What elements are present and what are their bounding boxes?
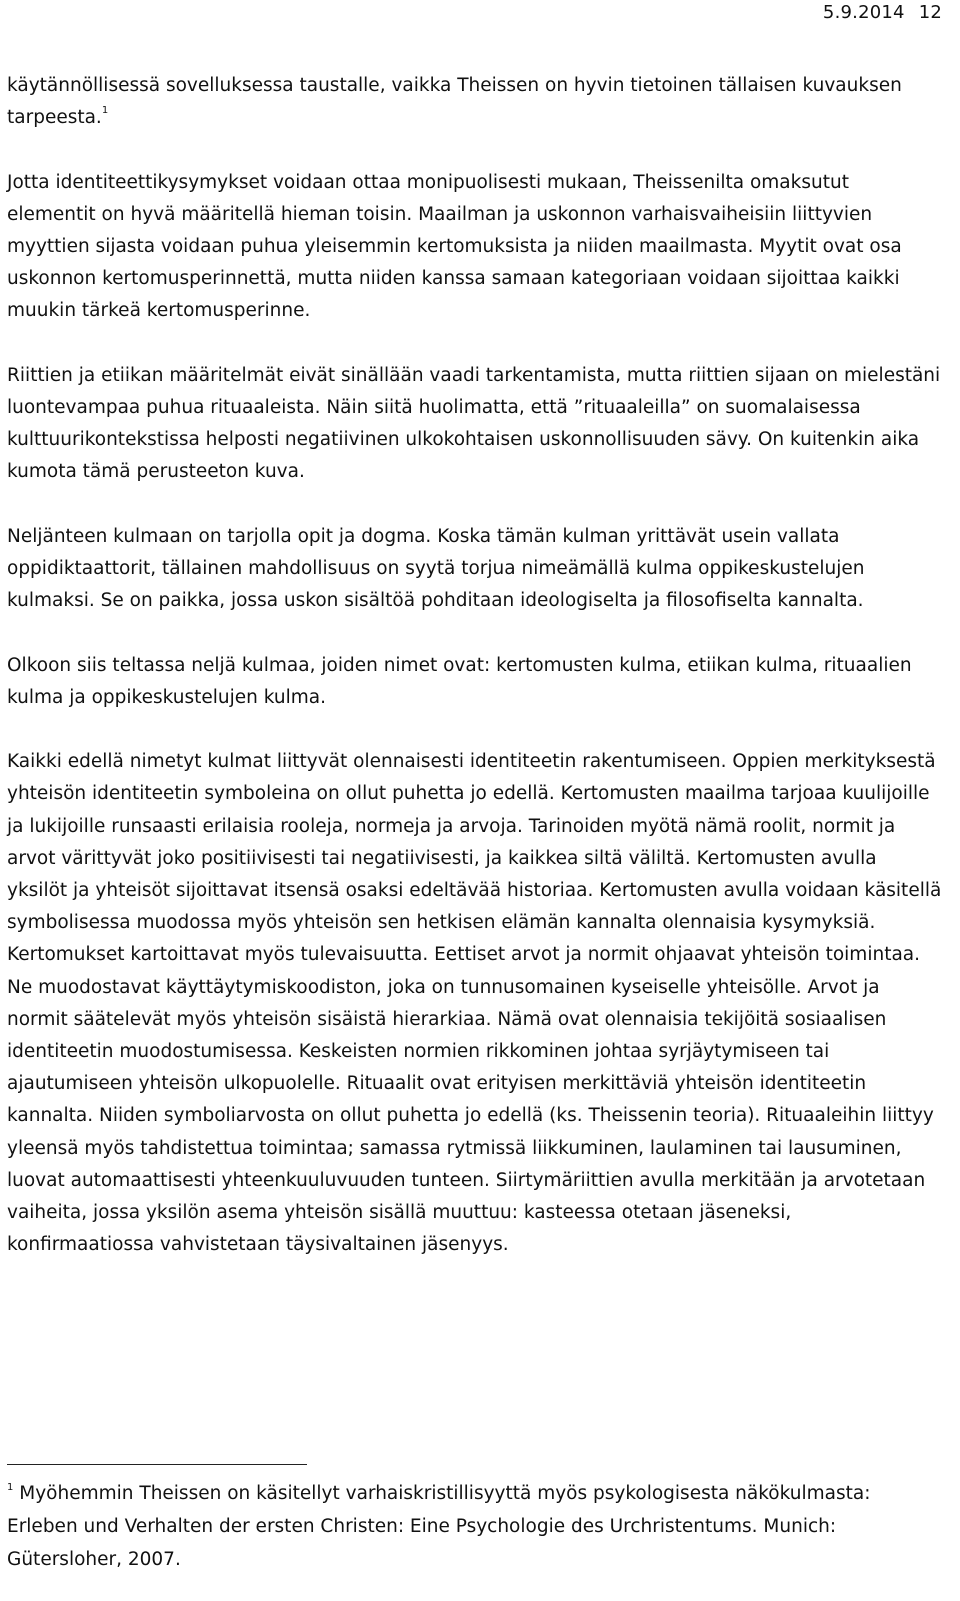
- header-date: 5.9.2014: [822, 2, 905, 23]
- footnote-separator: [7, 1464, 307, 1465]
- paragraph-3: Riittien ja etiikan määritelmät eivät sinällään vaadi tarkentamista, mutta riittien sijaan on mielestäni luontevampaa puhua rituaaleista. Näin siitä huolimatta, että ”rituaaleilla” on suomalaisessa kulttuurikontekstissa helposti negatiivinen ulkokohtaisen uskonnollisuuden sävy. On kuitenkin aika kumota tämä perusteeton kuva.: [7, 364, 941, 483]
- paragraph-6: Kaikki edellä nimetyt kulmat liittyvät olennaisesti identiteetin rakentumiseen. Oppien merkityksestä yhteisön identiteetin symboleina on ollut puhetta jo edellä. Kertomusten maailma tarjoaa kuulijoille ja lukijoille runsaasti erilaisia rooleja, normeja ja arvoja. Tarinoiden myötä nämä roolit, normit ja arvot värittyvät joko positiivisesti tai negatiivisesti, ja kaikkea siltä väliltä. Kertomusten avulla yksilöt ja yhteisöt sijoittavat itsensä osaksi edeltävää historiaa. Kertomusten avulla voidaan käsitellä symbolisessa muodossa myös yhteisön sen hetkisen elämän kannalta olennaisia kysymyksiä. Kertomukset kartoittavat myös tulevaisuutta. Eettiset arvot ja normit ohjaavat yhteisön toimintaa. Ne muodostavat käyttäytymiskoodiston, joka on tunnusomainen kyseiselle yhteisölle. Arvot ja normit säätelevät myös yhteisön sisäistä hierarkiaa. Nämä ovat olennaisia tekijöitä sosiaalisen identiteetin muodostumisessa. Keskeisten normien rikkominen johtaa syrjäytymiseen tai ajautumiseen yhteisön ulkopuolelle. Rituaalit ovat erityisen merkittäviä yhteisön identiteetin kannalta. Niiden symboliarvosta on ollut puhetta jo edellä (ks. Theissenin teoria). Rituaaleihin liittyy yleensä myös tahdistettua toimintaa; samassa rytmissä liikkuminen, laulaminen tai lausuminen, luovat automaattisesti yhteenkuuluvuuden tunteen. Siirtymäriittien avulla merkitään ja arvotetaan vaiheita, jossa yksilön asema yhteisön sisällä muuttuu: kasteessa otetaan jäseneksi, konfirmaatiossa vahvistetaan täysivaltainen jäsenyys.: [7, 751, 942, 1256]
- footnote-reference[interactable]: 1: [101, 105, 109, 117]
- footnote-marker: 1: [7, 1482, 14, 1493]
- paragraph-5: Olkoon siis teltassa neljä kulmaa, joiden nimet ovat: kertomusten kulma, etiikan kulma, rituaalien kulma ja oppikeskustelujen kulma.: [7, 654, 912, 708]
- body-text: [7, 70, 942, 1294]
- paragraph-1-text: käytännöllisessä sovelluksessa taustalle, vaikka Theissen on hyvin tietoinen tällaisen kuvauksen tarpeesta.: [7, 75, 902, 129]
- paragraph-1: [7, 70, 942, 134]
- page-header: [809, 2, 942, 23]
- footnote: [7, 1477, 942, 1576]
- paragraph-4: Neljänteen kulmaan on tarjolla opit ja dogma. Koska tämän kulman yrittävät usein vallata oppidiktaattorit, tällainen mahdollisuus on syytä torjua nimeämällä kulma oppikeskustelujen kulmaksi. Se on paikka, jossa uskon sisältöä pohditaan ideologiselta ja filosofiselta kannalta.: [7, 525, 865, 612]
- page-number: 12: [918, 2, 942, 23]
- footnote-text: Myöhemmin Theissen on käsitellyt varhaiskristillisyyttä myös psykologisesta näkökulmasta: Erleben und Verhalten der ersten Christen: Eine Psychologie des Urchristentums. Munich: Gütersloher, 2007.: [7, 1483, 871, 1570]
- paragraph-2: Jotta identiteettikysymykset voidaan ottaa monipuolisesti mukaan, Theissenilta omaksutut elementit on hyvä määritellä hieman toisin. Maailman ja uskonnon varhaisvaiheisiin liittyvien myyttien sijasta voidaan puhua yleisemmin kertomuksista ja niiden maailmasta. Myytit ovat osa uskonnon kertomusperinnettä, mutta niiden kanssa samaan kategoriaan voidaan sijoittaa kaikki muukin tärkeä kertomusperinne.: [7, 171, 902, 322]
